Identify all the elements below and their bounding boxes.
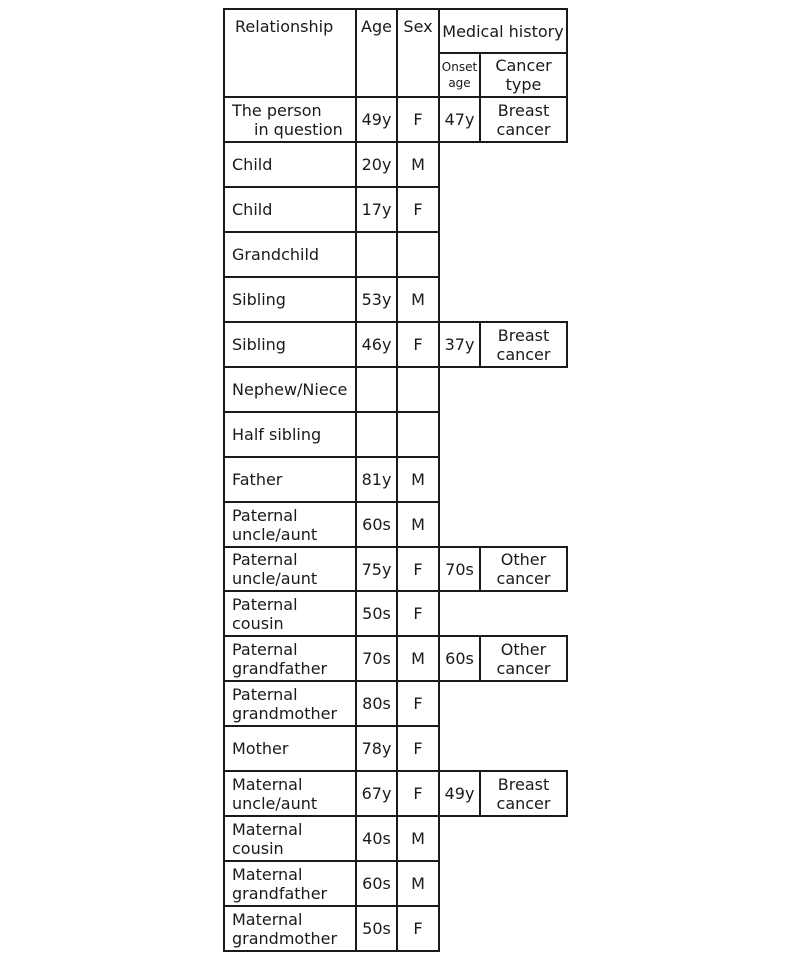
row-relationship-text: Mother [232, 739, 289, 758]
row-age-text: 17y [361, 200, 392, 219]
row-relationship [223, 411, 357, 458]
row-sex [396, 680, 440, 727]
row-sex [396, 276, 440, 323]
row-age [355, 501, 398, 548]
row-relationship [223, 725, 357, 772]
header-age [355, 8, 398, 98]
header-age-label: Age [361, 17, 392, 36]
row-cancer-type-text: Breast cancer [496, 100, 551, 139]
row-sex-text: F [413, 739, 423, 758]
row-age [355, 770, 398, 817]
row-age [355, 905, 398, 952]
row-sex [396, 501, 440, 548]
row-age [355, 411, 398, 458]
row-age [355, 815, 398, 862]
row-relationship-text: Grandchild [232, 245, 320, 264]
row-onset-age-text: 70s [445, 559, 474, 579]
row-age-text: 78y [361, 739, 392, 758]
row-age-text: 60s [362, 874, 391, 893]
row-sex [396, 321, 440, 368]
header-onset-age-label: Onset age [441, 60, 478, 90]
row-relationship-text: Paternal cousin [232, 594, 298, 633]
header-onset-age [438, 52, 481, 98]
row-age [355, 456, 398, 503]
row-relationship [223, 680, 357, 727]
row-age-text: 46y [361, 335, 392, 354]
row-relationship-text: Sibling [232, 335, 286, 354]
row-relationship [223, 96, 357, 143]
row-cancer-type-text: Other cancer [496, 550, 551, 588]
row-age-text: 20y [361, 155, 392, 174]
row-sex [396, 815, 440, 862]
row-age [355, 546, 398, 592]
row-sex-text: M [411, 470, 425, 489]
row-sex [396, 96, 440, 143]
row-age [355, 276, 398, 323]
row-relationship-text: The person in question [232, 100, 343, 139]
row-sex [396, 186, 440, 233]
row-cancer-type [479, 546, 568, 592]
row-relationship-text: Paternal uncle/aunt [232, 550, 318, 588]
header-cancer-type-label: Cancer type [495, 56, 552, 94]
row-sex-text: M [411, 829, 425, 848]
row-relationship-text: Sibling [232, 290, 286, 309]
row-age [355, 366, 398, 413]
row-relationship [223, 231, 357, 278]
row-sex-text: M [411, 515, 425, 534]
row-relationship-text: Child [232, 200, 273, 219]
row-relationship [223, 546, 357, 592]
row-sex [396, 770, 440, 817]
row-relationship [223, 815, 357, 862]
row-relationship [223, 141, 357, 188]
row-age [355, 725, 398, 772]
row-relationship [223, 186, 357, 233]
row-sex-text: F [413, 200, 423, 219]
row-age-text: 53y [361, 290, 392, 309]
header-medical-history [438, 8, 568, 54]
row-age-text: 67y [361, 784, 392, 803]
row-relationship-text: Maternal grandfather [232, 864, 328, 903]
row-sex [396, 860, 440, 907]
row-relationship-text: Father [232, 470, 283, 489]
row-sex [396, 546, 440, 592]
row-age-text: 70s [362, 649, 391, 668]
row-sex [396, 635, 440, 682]
row-relationship-text: Paternal uncle/aunt [232, 505, 318, 544]
header-relationship-label: Relationship [235, 17, 334, 36]
row-sex [396, 411, 440, 458]
row-age [355, 96, 398, 143]
row-sex-text: F [413, 559, 423, 579]
row-age-text: 81y [361, 470, 392, 489]
row-relationship-text: Paternal grandmother [232, 684, 338, 723]
row-onset-age [438, 546, 481, 592]
row-sex-text: F [413, 784, 423, 803]
row-age-text: 80s [362, 694, 391, 713]
row-cancer-type-text: Other cancer [496, 639, 551, 678]
row-onset-age-text: 47y [444, 110, 475, 129]
row-relationship [223, 321, 357, 368]
row-onset-age-text: 37y [444, 335, 475, 354]
row-sex-text: M [411, 155, 425, 174]
row-age [355, 590, 398, 637]
row-relationship [223, 770, 357, 817]
row-cancer-type-text: Breast cancer [496, 774, 551, 813]
row-sex-text: M [411, 290, 425, 309]
row-sex-text: F [413, 694, 423, 713]
row-relationship-text: Paternal grandfather [232, 639, 328, 678]
row-relationship [223, 276, 357, 323]
row-sex [396, 456, 440, 503]
row-age [355, 680, 398, 727]
row-age [355, 231, 398, 278]
row-sex-text: M [411, 649, 425, 668]
header-medical-history-label: Medical history [442, 21, 564, 41]
row-sex [396, 231, 440, 278]
row-age-text: 75y [361, 559, 392, 579]
row-sex [396, 905, 440, 952]
row-sex-text: F [413, 604, 423, 623]
row-sex-text: F [413, 335, 423, 354]
row-cancer-type [479, 321, 568, 368]
row-sex [396, 590, 440, 637]
row-age-text: 40s [362, 829, 391, 848]
row-age-text: 49y [361, 110, 392, 129]
row-age [355, 141, 398, 188]
row-age-text: 60s [362, 515, 391, 534]
row-cancer-type [479, 770, 568, 817]
header-sex [396, 8, 440, 98]
header-sex-label: Sex [403, 17, 433, 36]
row-relationship-text: Nephew/Niece [232, 380, 348, 399]
row-onset-age [438, 96, 481, 143]
row-relationship [223, 590, 357, 637]
row-relationship [223, 456, 357, 503]
row-relationship-text: Child [232, 155, 273, 174]
row-relationship-text: Maternal uncle/aunt [232, 774, 318, 813]
row-relationship [223, 635, 357, 682]
row-sex-text: F [413, 110, 423, 129]
row-age [355, 321, 398, 368]
row-onset-age-text: 49y [444, 784, 475, 803]
row-cancer-type [479, 635, 568, 682]
row-relationship [223, 501, 357, 548]
row-age-text: 50s [362, 604, 391, 623]
row-relationship-text: Maternal cousin [232, 819, 303, 858]
row-sex [396, 725, 440, 772]
row-cancer-type-text: Breast cancer [496, 325, 551, 364]
row-relationship-text: Maternal grandmother [232, 909, 338, 948]
row-sex [396, 141, 440, 188]
header-cancer-type [479, 52, 568, 98]
row-relationship-text: Half sibling [232, 425, 322, 444]
row-age [355, 186, 398, 233]
row-age [355, 635, 398, 682]
row-age [355, 860, 398, 907]
row-cancer-type [479, 96, 568, 143]
row-age-text: 50s [362, 919, 391, 938]
row-onset-age [438, 321, 481, 368]
row-relationship [223, 860, 357, 907]
row-sex-text: M [411, 874, 425, 893]
header-relationship [223, 8, 357, 98]
row-relationship [223, 366, 357, 413]
row-onset-age-text: 60s [445, 649, 474, 668]
row-relationship [223, 905, 357, 952]
row-onset-age [438, 770, 481, 817]
row-sex [396, 366, 440, 413]
row-onset-age [438, 635, 481, 682]
row-sex-text: F [413, 919, 423, 938]
